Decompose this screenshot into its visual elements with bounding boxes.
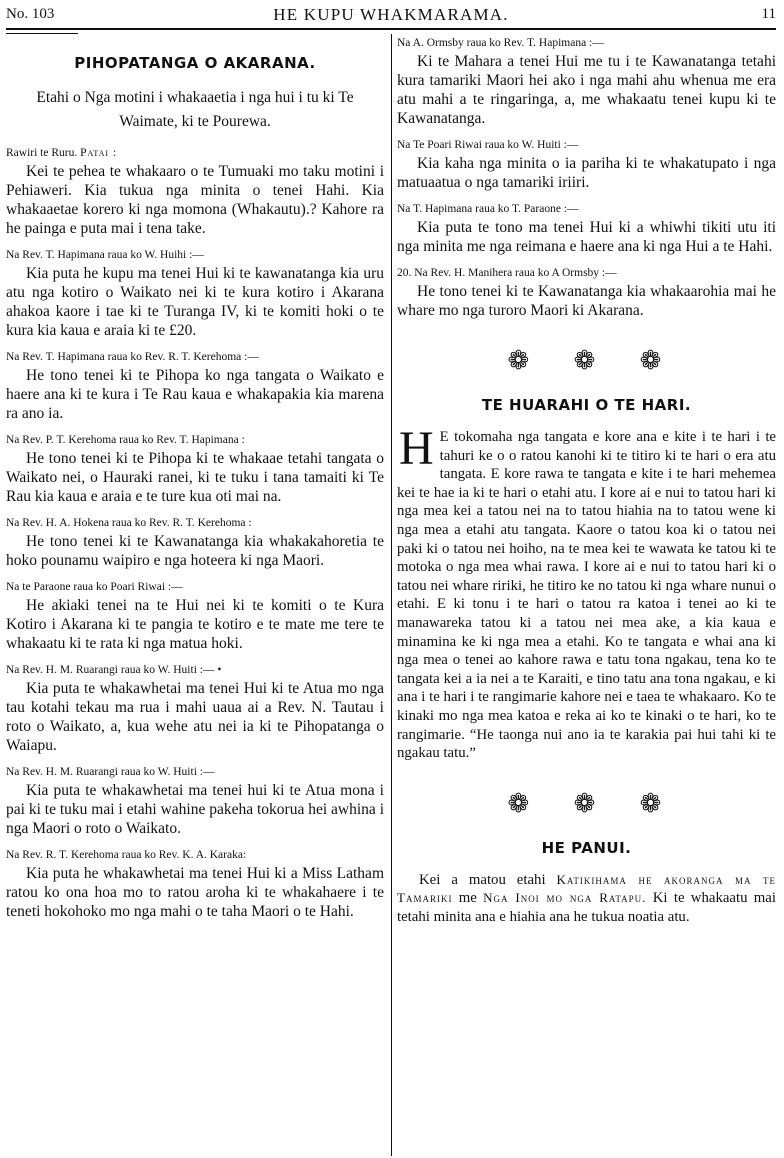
motion-mover: Na Rev. P. T. Kerehoma raua ko Rev. T. Hapimana : [6, 434, 245, 446]
motion-mover: Na Rev. T. Hapimana raua ko Rev. R. T. Kerehoma :— [6, 351, 259, 363]
motion-mover: Na T. Hapimana raua ko T. Paraone :— [397, 203, 579, 215]
motion-text: Kia puta he kupu ma tenei Hui ki te kawanatanga kia uru atu nga kotiro o Waikato nei ki te kura kotiro i Akarana ahakoa kaore i tae ki te Turanga IV, ki te komiti hoki o te kura kia kaua e araia ki te £20. [6, 265, 384, 339]
notice-book-title: Katikihama he akoranga ma te Tamariki [397, 871, 776, 906]
motion-mover [6, 146, 384, 160]
motion-text: He tono tenei ki te Pihopa ki te whakaae tetahi tangata o Waikato nei, o Hauraki ranei, ki te tuku i tana tamaiti ki Te Rau kia kaua e araia e te ture kua oti mai na. [6, 450, 384, 505]
notice-book-title: Nga Inoi mo nga Ratapu. [483, 890, 647, 906]
drop-cap-initial: H [399, 422, 434, 475]
section-heading-huarahi: TE HUARAHI O TE HARI. [481, 396, 692, 414]
essay-paragraph [397, 422, 776, 763]
intro-paragraph: Etahi o Nga motini i whakaaetia i nga hui i tu ki Te Waimate, ki te Pourewa. [36, 89, 354, 130]
ornament-divider: ❁ ❁ ❁ [507, 346, 680, 376]
motion-text: Kia kaha nga minita o ia pariha ki te whakatupato i nga matuaatua o nga tamariki iriiri. [397, 155, 776, 191]
motion-text: He tono tenei ki te Pihopa ko nga tangata o Waikato e haere ana ki te kura i Te Rau kaua e whakapakia kia marena ra ano ia. [6, 367, 384, 422]
motion-mover: Na Rev. H. M. Ruarangi raua ko W. Huiti :— [6, 766, 215, 778]
motion-text: Kia puta te whakawhetai ma tenei hui ki te Atua mona i pai ki te tuku mai i etahi wahine pakeha tokorua hei awhina i nga Maori o roto o Waikato. [6, 782, 384, 837]
motion-text: Kia puta te tono ma tenei Hui ki a whiwhi tikiti utu iti nga minita me nga reimana e haere ana ki nga Hui a te Hahi. [397, 219, 776, 255]
ornament-divider: ❁ ❁ ❁ [507, 788, 680, 819]
motion-text: He akiaki tenei na te Hui nei ki te komiti o te Kura Kotiro i Akarana ki te pangia te kotiro e te mate me tere te whakaatu ki te rata ki nga matua hoki. [6, 597, 384, 652]
motion-text: Kia puta he whakawhetai ma tenei Hui ki a Miss Latham ratou ko ona hoa mo to ratou aroha ki te whakahaere i te teneti hokohoko mo nga mahi o te taha Maori o te Hahi. [6, 865, 384, 920]
motion-mover: Na Rev. T. Hapimana raua ko W. Huihi :— [6, 249, 204, 261]
right-column [397, 34, 776, 926]
motion-text: Ki te Mahara a tenei Hui me tu i te Kawanatanga tetahi kura tamariki Maori hei ako i nga mahi ahu whenua me era atu mahi a te ringaringa, a, me whakaatu tenei kupu ki te Kawanatanga. [397, 53, 776, 127]
notice-text: Kei a matou etahi [419, 871, 546, 888]
left-column [6, 34, 384, 921]
motion-text: Kei te pehea te whakaaro o te Tumuaki mo taku motini i Pehiaweri. Kia tukua nga minita o tenei Hahi. Kia whakaaetae korero ki nga momona (Whakautu).? Kahore ra he painga e puta mai i tena take. [6, 163, 384, 237]
motion-text: He tono tenei ki te Kawanatanga kia whakakahoretia te hoko pounamu waipiro e nga hoteera ki nga Maori. [6, 533, 384, 569]
notice-text: Ki te whakaatu mai tetahi minita ana e hiahia ana he tukua noatia atu. [397, 890, 776, 925]
notice-text: me [458, 890, 477, 907]
essay-body: E tokomaha nga tangata e kore ana e kite i te hari i te tahuri ke o o ratou kanohi ki te titiro ki te hari o era atu tangata. E kore rawa te tangata e kite i te hari mehemea kei te hae ia ki te hari o etahi atu. I kore ai e nui to tatou hari ki nga mea kei a tatou nei na to tatou hiahia na to tatou wene ki nga mea a etahi atu tangata. Kaore o tatou koa ki o tatou nei paki ki o tatou nei hoiho, na te mea kei te wawata ke tatou ki te motoka o nga mea whai rawa. I kore ai e nui to tatou hari ki o tatou nei whare ririki, he titiro ke no tatou ki nga whare nunui o etahi. E ki tonu i te hari o tatou ra katoa i tenei ao ki te manawareka tatou ki a tatou nei mea ake, a kia kaua e minamina ke ki nga mea a etahi. Ko te tangata e whai ana ki nga mea o tenei ao kahore rawa e tatu tona ngakau, tena ko te tangata kei a ia nei a te Karaiti, e tino tatu ana tona ngakau, e ki ana i te hari i te rangimarie kahore nei e taea te whakaaro. Ko te kinaki mo nga mea katoa e reka ai ko te kinaki o te hari, ko te rangimarie. “He taonga nui ano ia te karakia pai hui tahi ki te ngakau tatu.” [397, 429, 776, 762]
motion-mover: Na Te Poari Riwai raua ko W. Huiti :— [397, 139, 579, 151]
running-title: HE KUPU WHAKMARAMA. [273, 5, 509, 24]
motion-mover: Na te Paraone raua ko Poari Riwai :— [6, 581, 183, 593]
column-divider [391, 34, 392, 1156]
page-header [6, 2, 776, 30]
mover-name: Rawiri te Ruru. [6, 147, 78, 159]
motion-mover: Na Rev. H. A. Hokena raua ko Rev. R. T. Kerehoma : [6, 517, 252, 529]
patai-label: Patai : [80, 147, 118, 159]
motion-mover: Na Rev. H. M. Ruarangi raua ko W. Huiti :— • [6, 664, 222, 676]
notice-paragraph [397, 871, 776, 927]
motion-mover: 20. Na Rev. H. Manihera raua ko A Ormsby :— [397, 267, 617, 279]
motion-text: Kia puta te whakawhetai ma tenei Hui ki te Atua mo nga tau kotahi tekau ma rua i mahi uaua ai a Rev. N. Tautau i roto o Waikato, a, kua wehe atu nei ia ki te Pihopatanga o Waiapu. [6, 680, 384, 754]
motion-text: He tono tenei ki te Kawanatanga kia whakaarohia mai he whare mo nga turoro Maori ki Akarana. [397, 283, 776, 319]
section-heading-pihopatanga: PIHOPATANGA O AKARANA. [74, 54, 316, 72]
motion-mover: Na Rev. R. T. Kerehoma raua ko Rev. K. A. Karaka: [6, 849, 247, 861]
section-heading-panui: HE PANUI. [541, 838, 632, 857]
page-number: 11 [761, 6, 776, 22]
motion-mover: Na A. Ormsby raua ko Rev. T. Hapimana :— [397, 37, 604, 49]
issue-number: No. 103 [6, 6, 55, 22]
